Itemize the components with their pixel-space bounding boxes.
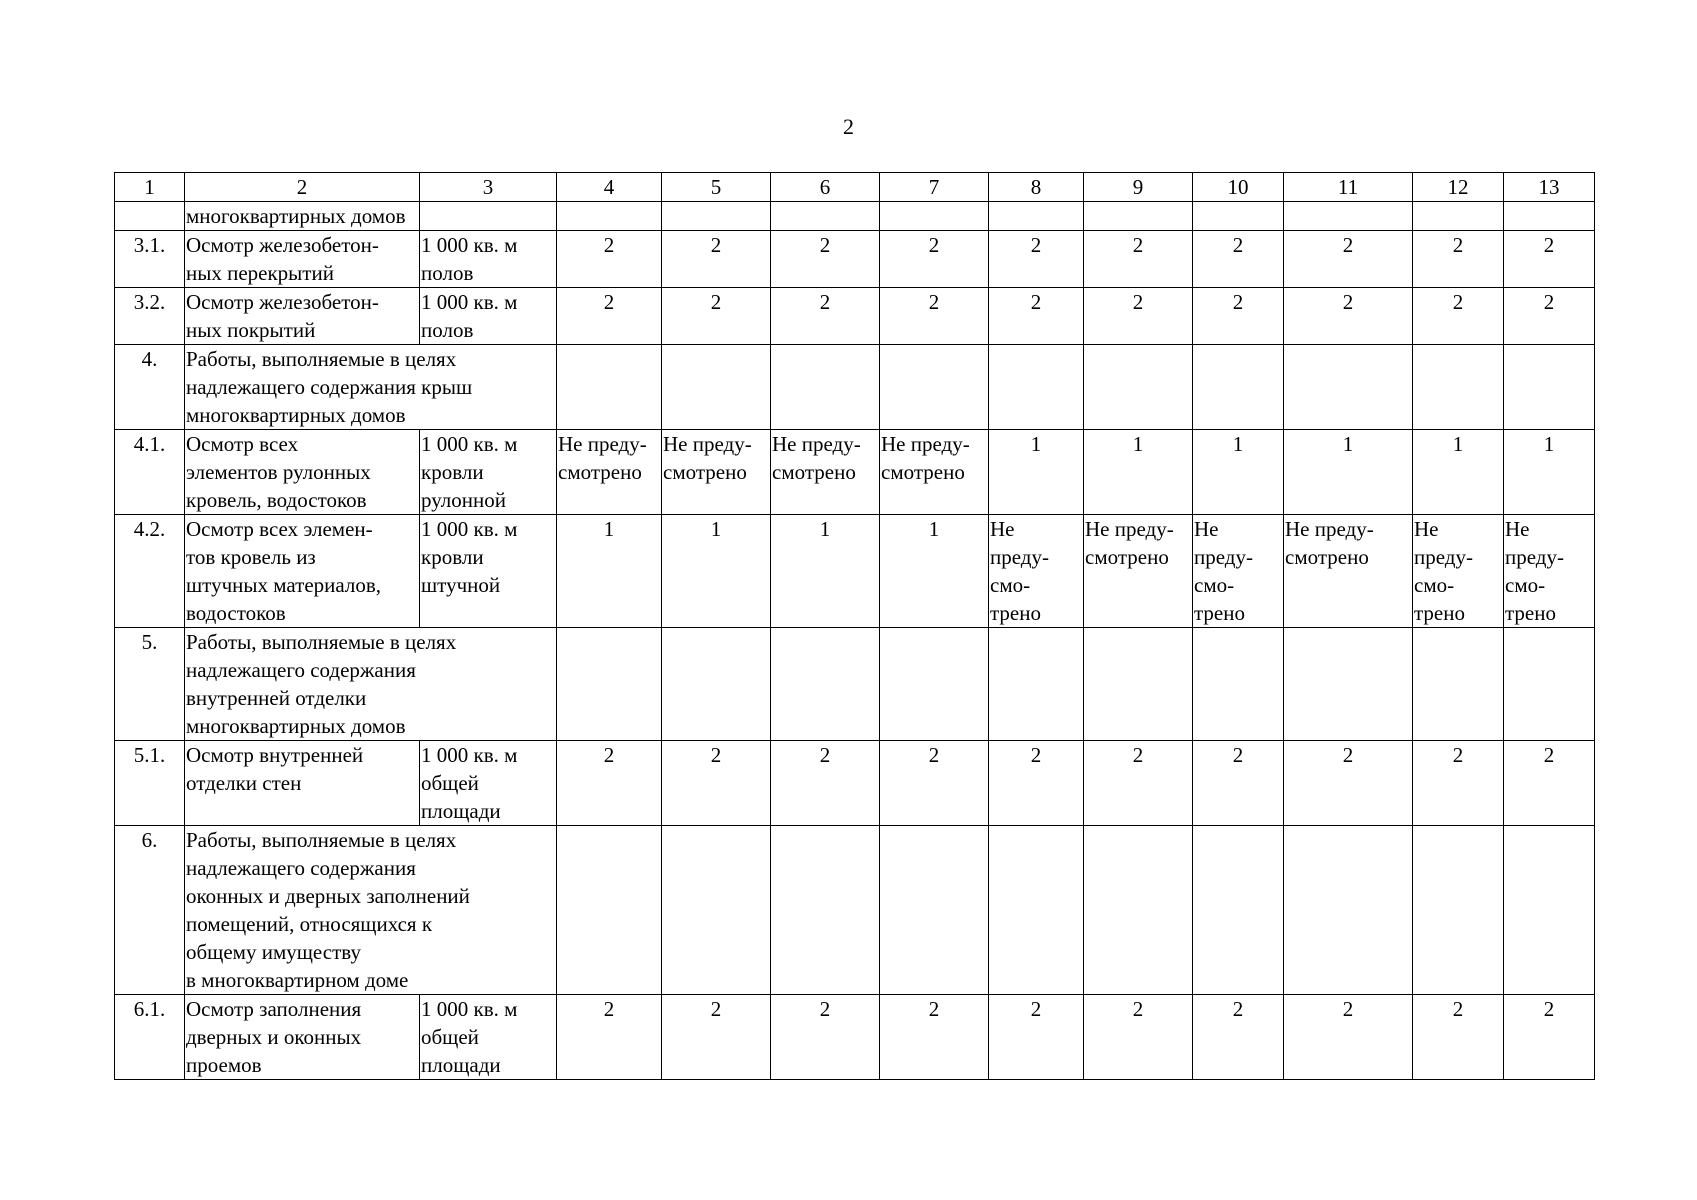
value-cell: 2 <box>1084 231 1193 288</box>
empty-cell <box>880 202 989 231</box>
work-name: Осмотр заполнения дверных и оконных проемов <box>185 995 420 1080</box>
value-cell: 2 <box>1193 995 1284 1080</box>
empty-cell <box>771 628 880 741</box>
empty-cell <box>771 826 880 995</box>
column-header: 10 <box>1193 173 1284 202</box>
empty-cell <box>771 202 880 231</box>
table-row <box>115 231 1595 288</box>
empty-cell <box>1084 345 1193 430</box>
table-row <box>115 288 1595 345</box>
value-cell: Не преду- смотрено <box>880 430 989 515</box>
unit-cell: 1 000 кв. м полов <box>420 231 557 288</box>
empty-cell <box>662 345 771 430</box>
empty-cell <box>1284 202 1413 231</box>
column-header: 9 <box>1084 173 1193 202</box>
value-cell: Не преду- смотрено <box>1284 515 1413 628</box>
empty-cell <box>1193 202 1284 231</box>
column-header: 5 <box>662 173 771 202</box>
value-cell: Не преду- смотрено <box>662 430 771 515</box>
empty-cell <box>557 345 662 430</box>
column-header: 6 <box>771 173 880 202</box>
empty-cell <box>1284 628 1413 741</box>
empty-cell <box>1413 345 1504 430</box>
empty-cell <box>557 826 662 995</box>
table-row <box>115 741 1595 826</box>
value-cell: 2 <box>1193 231 1284 288</box>
value-cell: 1 <box>1193 430 1284 515</box>
value-cell: 1 <box>1413 430 1504 515</box>
empty-cell <box>880 826 989 995</box>
empty-cell <box>1504 345 1595 430</box>
empty-cell <box>989 628 1084 741</box>
value-cell: 2 <box>1504 995 1595 1080</box>
value-cell: 2 <box>989 231 1084 288</box>
section-row <box>115 826 1595 995</box>
value-cell: 2 <box>662 231 771 288</box>
value-cell: 1 <box>1284 430 1413 515</box>
value-cell: 1 <box>557 515 662 628</box>
norms-table <box>114 172 1595 1080</box>
row-number: 4.2. <box>115 515 185 628</box>
empty-cell <box>662 202 771 231</box>
column-header: 11 <box>1284 173 1413 202</box>
empty-cell <box>1193 826 1284 995</box>
column-header: 2 <box>185 173 420 202</box>
value-cell: 2 <box>1284 288 1413 345</box>
section-title: Работы, выполняемые в целях надлежащего содержания внутренней отделки многоквартирных домов <box>185 628 557 741</box>
work-name: Осмотр всех элемен- тов кровель из штучных материалов, водостоков <box>185 515 420 628</box>
column-header: 8 <box>989 173 1084 202</box>
column-header: 1 <box>115 173 185 202</box>
value-cell: 2 <box>989 995 1084 1080</box>
value-cell: 2 <box>557 995 662 1080</box>
value-cell: 2 <box>1504 288 1595 345</box>
row-number: 5.1. <box>115 741 185 826</box>
empty-cell <box>989 826 1084 995</box>
value-cell: 1 <box>662 515 771 628</box>
column-header: 3 <box>420 173 557 202</box>
value-cell: 1 <box>880 515 989 628</box>
empty-cell <box>880 345 989 430</box>
empty-cell <box>662 826 771 995</box>
value-cell: 2 <box>1504 231 1595 288</box>
value-cell: 2 <box>1084 995 1193 1080</box>
section-title: Работы, выполняемые в целях надлежащего содержания крыш многоквартирных домов <box>185 345 557 430</box>
value-cell: 2 <box>1504 741 1595 826</box>
value-cell: Не преду- смо- трено <box>1193 515 1284 628</box>
section-title: Работы, выполняемые в целях надлежащего содержания оконных и дверных заполнений помещений, относящихся к общему имуществу в многоквартирном доме <box>185 826 557 995</box>
value-cell: 1 <box>1504 430 1595 515</box>
value-cell: 2 <box>771 231 880 288</box>
row-number: 6.1. <box>115 995 185 1080</box>
work-name: Осмотр всех элементов рулонных кровель, водостоков <box>185 430 420 515</box>
empty-cell <box>1084 202 1193 231</box>
empty-cell <box>1193 345 1284 430</box>
value-cell: 1 <box>771 515 880 628</box>
empty-cell <box>662 628 771 741</box>
value-cell: 2 <box>1413 995 1504 1080</box>
column-header: 12 <box>1413 173 1504 202</box>
value-cell: 2 <box>1084 288 1193 345</box>
page-number: 2 <box>843 114 854 139</box>
continuation-text: многоквартирных домов <box>185 202 420 231</box>
row-number: 4. <box>115 345 185 430</box>
value-cell: Не преду- смо- трено <box>1413 515 1504 628</box>
empty-cell <box>1084 826 1193 995</box>
empty-cell <box>989 345 1084 430</box>
value-cell: Не преду- смотрено <box>557 430 662 515</box>
value-cell: 2 <box>662 995 771 1080</box>
value-cell: 2 <box>880 231 989 288</box>
unit-cell: 1 000 кв. м общей площади <box>420 995 557 1080</box>
empty-cell <box>1413 628 1504 741</box>
column-header: 7 <box>880 173 989 202</box>
empty-cell <box>880 628 989 741</box>
empty-cell <box>557 202 662 231</box>
table-row <box>115 995 1595 1080</box>
value-cell: 2 <box>557 231 662 288</box>
value-cell: 2 <box>662 288 771 345</box>
row-number: 3.1. <box>115 231 185 288</box>
row-number: 5. <box>115 628 185 741</box>
value-cell: 2 <box>771 741 880 826</box>
value-cell: 2 <box>1284 231 1413 288</box>
value-cell: 2 <box>989 288 1084 345</box>
value-cell: 2 <box>1413 288 1504 345</box>
value-cell: 2 <box>880 995 989 1080</box>
empty-cell <box>1284 826 1413 995</box>
value-cell: 2 <box>1413 231 1504 288</box>
value-cell: 1 <box>989 430 1084 515</box>
unit-cell: 1 000 кв. м кровли рулонной <box>420 430 557 515</box>
row-number <box>115 202 185 231</box>
empty-cell <box>1193 628 1284 741</box>
value-cell: 2 <box>880 288 989 345</box>
section-row <box>115 628 1595 741</box>
empty-cell <box>557 628 662 741</box>
row-number: 3.2. <box>115 288 185 345</box>
header-row <box>115 173 1595 202</box>
value-cell: 2 <box>1193 288 1284 345</box>
empty-cell <box>1413 826 1504 995</box>
work-name: Осмотр железобетон- ных покрытий <box>185 288 420 345</box>
value-cell: 2 <box>1284 995 1413 1080</box>
value-cell: 2 <box>880 741 989 826</box>
value-cell: 2 <box>771 288 880 345</box>
value-cell: 2 <box>557 288 662 345</box>
empty-cell <box>1084 628 1193 741</box>
value-cell: 2 <box>662 741 771 826</box>
unit-cell: 1 000 кв. м кровли штучной <box>420 515 557 628</box>
empty-cell <box>1413 202 1504 231</box>
row-number: 4.1. <box>115 430 185 515</box>
value-cell: Не преду- смотрено <box>1084 515 1193 628</box>
empty-cell <box>989 202 1084 231</box>
empty-cell <box>1504 628 1595 741</box>
value-cell: 2 <box>557 741 662 826</box>
empty-cell <box>420 202 557 231</box>
unit-cell: 1 000 кв. м общей площади <box>420 741 557 826</box>
value-cell: Не преду- смотрено <box>771 430 880 515</box>
column-header: 13 <box>1504 173 1595 202</box>
table-row <box>115 515 1595 628</box>
value-cell: 2 <box>1084 741 1193 826</box>
empty-cell <box>1284 345 1413 430</box>
value-cell: 2 <box>1284 741 1413 826</box>
value-cell: 2 <box>1193 741 1284 826</box>
value-cell: 1 <box>1084 430 1193 515</box>
work-name: Осмотр внутренней отделки стен <box>185 741 420 826</box>
empty-cell <box>1504 826 1595 995</box>
empty-cell <box>1504 202 1595 231</box>
value-cell: 2 <box>771 995 880 1080</box>
row-number: 6. <box>115 826 185 995</box>
column-header: 4 <box>557 173 662 202</box>
work-name: Осмотр железобетон- ных перекрытий <box>185 231 420 288</box>
unit-cell: 1 000 кв. м полов <box>420 288 557 345</box>
table-row <box>115 430 1595 515</box>
value-cell: Не преду- смо- трено <box>1504 515 1595 628</box>
value-cell: Не преду- смо- трено <box>989 515 1084 628</box>
section-row <box>115 345 1595 430</box>
value-cell: 2 <box>989 741 1084 826</box>
value-cell: 2 <box>1413 741 1504 826</box>
empty-cell <box>771 345 880 430</box>
continuation-row <box>115 202 1595 231</box>
